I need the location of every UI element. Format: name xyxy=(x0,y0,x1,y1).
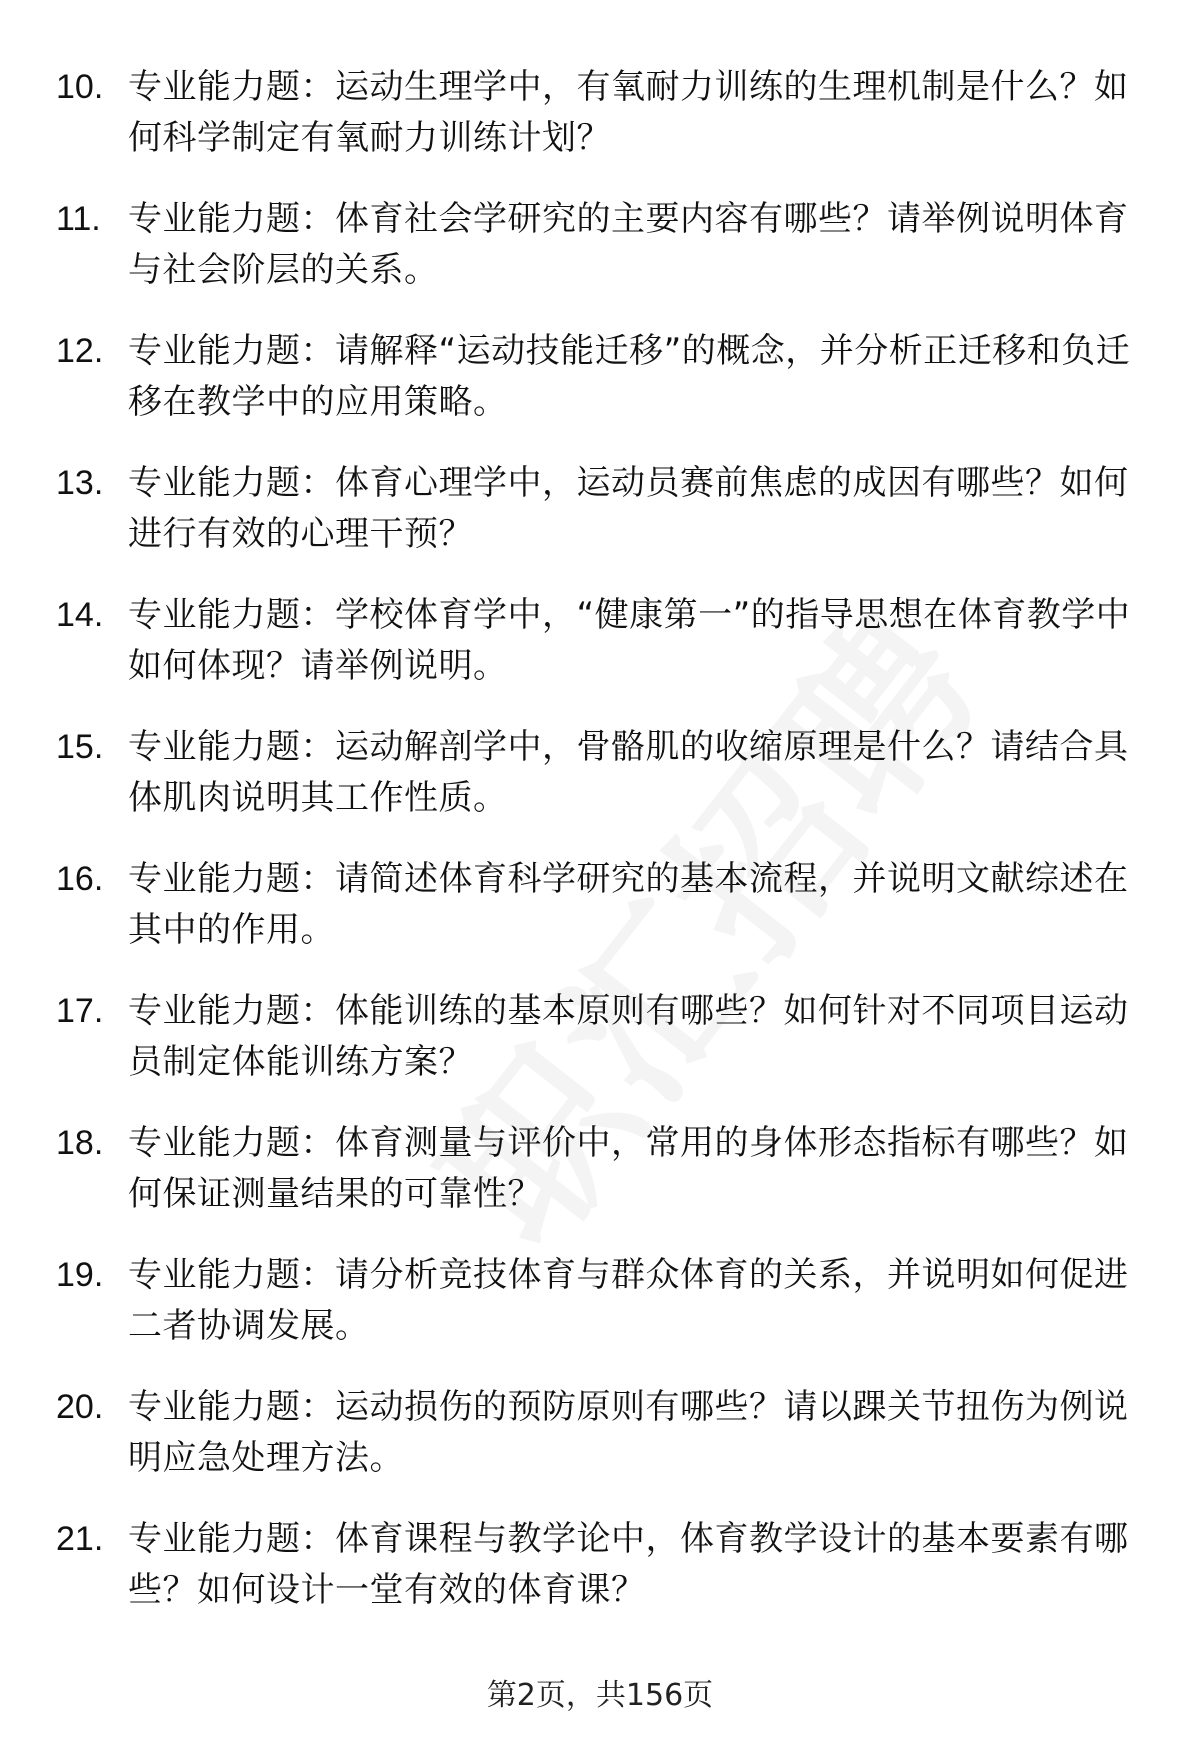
question-text: 专业能力题：体育课程与教学论中，体育教学设计的基本要素有哪些？如何设计一堂有效的体育课？ xyxy=(128,1519,1129,1610)
question-number: 18. xyxy=(56,1124,104,1162)
question-item-19 xyxy=(56,1250,1146,1353)
question-item-15 xyxy=(56,722,1146,825)
question-text: 专业能力题：体育心理学中，运动员赛前焦虑的成因有哪些？如何进行有效的心理干预？ xyxy=(128,463,1129,554)
question-text: 专业能力题：请解释“运动技能迁移”的概念，并分析正迁移和负迁移在教学中的应用策略。 xyxy=(128,331,1131,422)
question-text: 专业能力题：请简述体育科学研究的基本流程，并说明文献综述在其中的作用。 xyxy=(128,859,1129,950)
question-item-16 xyxy=(56,854,1146,957)
question-number: 14. xyxy=(56,596,104,634)
question-list xyxy=(56,62,1146,1646)
question-text: 专业能力题：运动生理学中，有氧耐力训练的生理机制是什么？如何科学制定有氧耐力训练计划？ xyxy=(128,67,1129,158)
question-text: 专业能力题：体育测量与评价中，常用的身体形态指标有哪些？如何保证测量结果的可靠性？ xyxy=(128,1123,1129,1214)
question-item-18 xyxy=(56,1118,1146,1221)
question-number: 11. xyxy=(56,200,101,238)
question-text: 专业能力题：运动损伤的预防原则有哪些？请以踝关节扭伤为例说明应急处理方法。 xyxy=(128,1387,1129,1478)
question-number: 16. xyxy=(56,860,104,898)
question-number: 19. xyxy=(56,1256,104,1294)
question-text: 专业能力题：学校体育学中，“健康第一”的指导思想在体育教学中如何体现？请举例说明。 xyxy=(128,595,1131,686)
question-number: 12. xyxy=(56,332,104,370)
question-number: 17. xyxy=(56,992,104,1030)
page-number: 第2页，共156页 xyxy=(486,1678,714,1713)
question-item-17 xyxy=(56,986,1146,1089)
question-text: 专业能力题：体育社会学研究的主要内容有哪些？请举例说明体育与社会阶层的关系。 xyxy=(128,199,1129,290)
question-item-21 xyxy=(56,1514,1146,1617)
question-item-11 xyxy=(56,194,1146,297)
question-item-20 xyxy=(56,1382,1146,1485)
question-number: 10. xyxy=(56,68,104,106)
question-text: 专业能力题：体能训练的基本原则有哪些？如何针对不同项目运动员制定体能训练方案？ xyxy=(128,991,1129,1082)
question-item-14 xyxy=(56,590,1146,693)
question-item-13 xyxy=(56,458,1146,561)
question-item-10 xyxy=(56,62,1146,165)
question-number: 21. xyxy=(56,1520,104,1558)
question-text: 专业能力题：请分析竞技体育与群众体育的关系，并说明如何促进二者协调发展。 xyxy=(128,1255,1129,1346)
question-number: 13. xyxy=(56,464,104,502)
question-number: 20. xyxy=(56,1388,104,1426)
question-item-12 xyxy=(56,326,1146,429)
question-number: 15. xyxy=(56,728,104,766)
question-text: 专业能力题：运动解剖学中，骨骼肌的收缩原理是什么？请结合具体肌肉说明其工作性质。 xyxy=(128,727,1129,818)
